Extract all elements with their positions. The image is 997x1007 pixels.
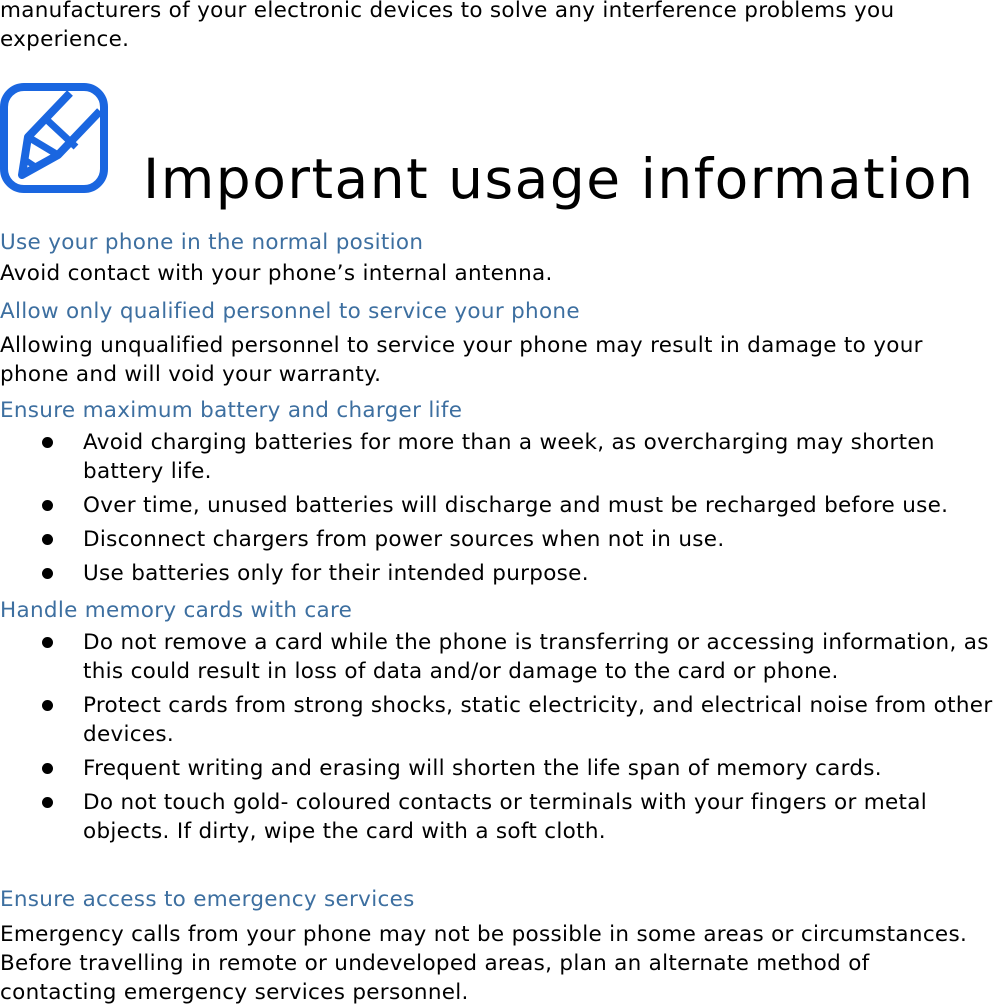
bullet-icon [42, 700, 53, 711]
section-body-normal-position: Avoid contact with your phone’s internal antenna. [0, 261, 553, 286]
list-item: Do not remove a card while the phone is transferring or accessing information, as this could result in loss of data and/or damage to the card or phone. [0, 628, 997, 686]
bullet-icon [42, 797, 53, 808]
list-item: Protect cards from strong shocks, static electricity, and electrical noise from other devices. [0, 691, 997, 749]
bullet-icon [42, 437, 53, 448]
bullet-icon [42, 637, 53, 648]
memory-card-tips-list [0, 628, 997, 851]
bullet-icon [42, 534, 53, 545]
pencil-note-icon [0, 83, 108, 193]
list-item: Avoid charging batteries for more than a week, as overcharging may shorten battery life. [0, 428, 997, 486]
list-item: Do not touch gold- coloured contacts or terminals with your fingers or metal objects. If dirty, wipe the card with a soft cloth. [0, 788, 997, 846]
section-heading-normal-position: Use your phone in the normal position [0, 230, 424, 255]
list-item: Use batteries only for their intended purpose. [0, 559, 997, 588]
intro-paragraph: manufacturers of your electronic devices to solve any interference problems you experience. [0, 0, 895, 52]
section-heading-emergency-services: Ensure access to emergency services [0, 887, 415, 912]
list-item: Disconnect chargers from power sources when not in use. [0, 525, 997, 554]
bullet-icon [42, 500, 53, 511]
battery-tips-list [0, 428, 997, 593]
section-heading-memory-cards: Handle memory cards with care [0, 598, 353, 623]
list-item: Frequent writing and erasing will shorten the life span of memory cards. [0, 754, 997, 783]
bullet-icon [42, 763, 53, 774]
list-item: Over time, unused batteries will discharge and must be recharged before use. [0, 491, 997, 520]
section-body-emergency-services: Emergency calls from your phone may not be possible in some areas or circumstances. Before travelling in remote or undeveloped areas, plan an alternate method of contacting emergency services personnel. [0, 922, 968, 1005]
section-heading-battery-life: Ensure maximum battery and charger life [0, 398, 463, 423]
page-title: Important usage information [143, 147, 975, 211]
section-heading-qualified-personnel: Allow only qualified personnel to service your phone [0, 299, 580, 324]
section-body-qualified-personnel: Allowing unqualified personnel to service your phone may result in damage to your phone and will void your warranty. [0, 333, 923, 387]
bullet-icon [42, 568, 53, 579]
